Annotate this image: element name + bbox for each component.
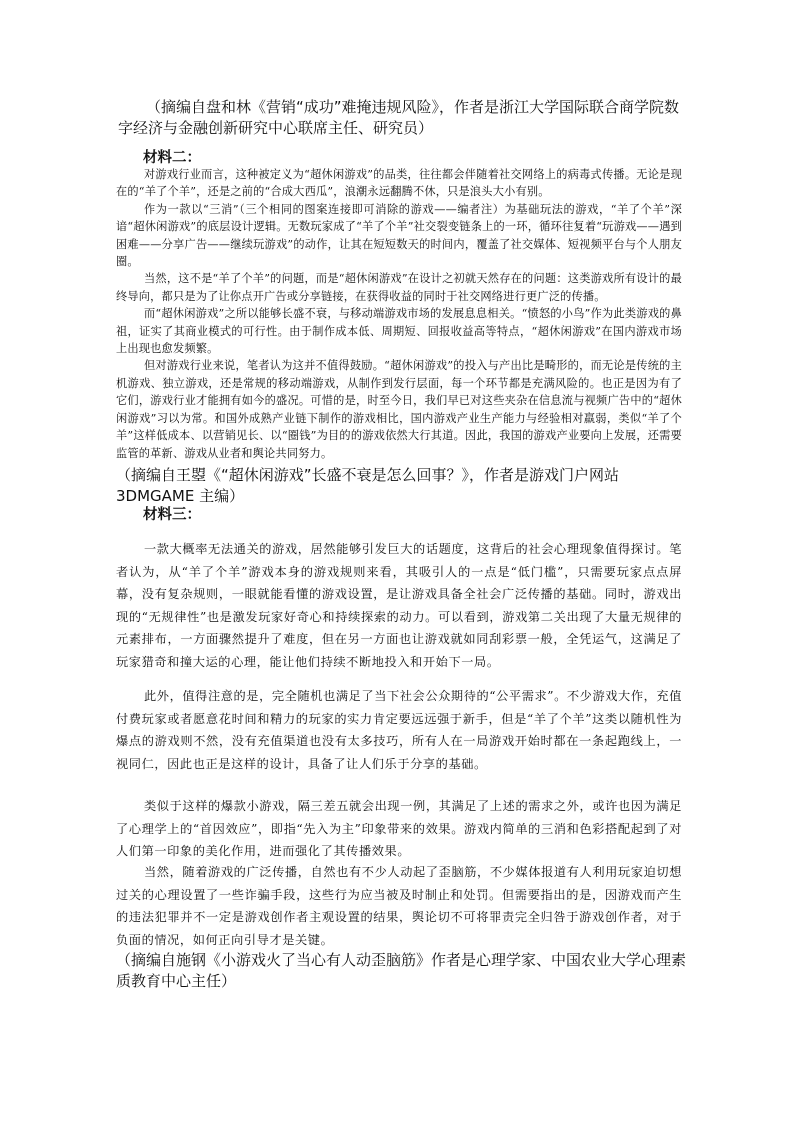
- source-note-3: （摘编自施钢《小游戏火了当心有人动歪脑筋》作者是心理学家、中国农业大学心理素质教育中心主任）: [116, 951, 687, 990]
- source-note-2: （摘编自王曌《“超休闲游戏”长盛不衰是怎么回事？》，作者是游戏门户网站 3DMGAME 主编）: [116, 466, 620, 505]
- material-2-paragraph: 而“超休闲游戏”之所以能够长盛不衰，与移动端游戏市场的发展息息相关。“愤怒的小鸟”作为此类游戏的鼻祖，证实了其商业模式的可行性。由于制作成本低、周期短、回报收益高等特点，“超休闲游戏”在国内游戏市场上出现也愈发频繁。: [116, 307, 682, 356]
- material-3-paragraph: 类似于这样的爆款小游戏，隔三差五就会出现一例，其满足了上述的需求之外，或许也因为满足了心理学上的“首因效应”，即指“先入为主”印象带来的效果。游戏内简单的三消和色彩搭配起到了对人们第一印象的美化作用，进而强化了其传播效果。: [116, 799, 682, 859]
- material-3-paragraph: 当然，随着游戏的广泛传播，自然也有不少人动起了歪脑筋，不少媒体报道有人利用玩家迫切想过关的心理设置了一些诈骗手段，这些行为应当被及时制止和处罚。但需要指出的是，因游戏而产生的违法犯罪并不一定是游戏创作者主观设置的结果，舆论切不可将罪责完全归咎于游戏创作者，对于负面的情况，如何正向引导才是关键。: [116, 865, 682, 947]
- material-2-paragraph: 但对游戏行业来说，笔者认为这并不值得鼓励。“超休闲游戏”的投入与产出比是畸形的，而无论是传统的主机游戏、独立游戏，还是常规的移动端游戏，从制作到发行层面，每一个环节都是充满风险的。也正是因为有了它们，游戏行业才能拥有如今的盛况。可惜的是，时至今日，我们早已对这些夹杂在信息流与视频广告中的“超休闲游戏”习以为常。和国外成熟产业链下制作的游戏相比，国内游戏产业生产能力与经验相对羸弱，类似“羊了个羊”这样低成本、以营销见长、以“圈钱”为目的的游戏依然大行其道。因此，我国的游戏产业要向上发展，还需要监管的革新、游戏从业者和舆论共同努力。: [116, 359, 682, 460]
- material-3-paragraph: 此外，值得注意的是，完全随机也满足了当下社会公众期待的“公平需求”。不少游戏大作，充值付费玩家或者愿意花时间和精力的玩家的实力肯定要远远强于新手，但是“羊了个羊”这类以随机性为爆点的游戏则不然，没有充值渠道也没有太多技巧，所有人在一局游戏开始时都在一条起跑线上，一视同仁，因此也正是这样的设计，具备了让人们乐于分享的基础。: [116, 689, 682, 771]
- material-2-heading: 材料二：: [143, 150, 201, 166]
- source-note-1: （摘编自盘和林《营销“成功”难掩违规风险》，作者是浙江大学国际联合商学院数字经济与金融创新研究中心联席主任、研究员）: [118, 98, 680, 137]
- material-3-heading: 材料三：: [143, 507, 201, 523]
- material-2-paragraph: 当然，这不是“羊了个羊”的问题，而是“超休闲游戏”在设计之初就天然存在的问题：这类游戏所有设计的最终导向，都只是为了让你点开广告或分享链接，在获得收益的同时于社交网络进行更广泛的传播。: [116, 272, 682, 303]
- material-2-paragraph: 作为一款以“三消”（三个相同的图案连接即可消除的游戏——编者注）为基础玩法的游戏，“羊了个羊”深谙“超休闲游戏”的底层设计逻辑。无数玩家成了“羊了个羊”社交裂变链条上的一环，循环往复着“玩游戏——遇到困难——分享广告——继续玩游戏”的动作，让其在短短数天的时间内，覆盖了社交媒体、短视频平台与个人朋友圈。: [116, 202, 682, 269]
- material-2-paragraph: 对游戏行业而言，这种被定义为“超休闲游戏”的品类，往往都会伴随着社交网络上的病毒式传播。无论是现在的“羊了个羊”，还是之前的“合成大西瓜”，浪潮永远翻腾不休，只是浪头大小有别。: [116, 168, 682, 199]
- material-2-body: [116, 166, 682, 462]
- material-3-paragraph: 一款大概率无法通关的游戏，居然能够引发巨大的话题度，这背后的社会心理现象值得探讨。笔者认为，从“羊了个羊”游戏本身的游戏规则来看，其吸引人的一点是“低门槛”，只需要玩家点点屏幕，没有复杂规则，一眼就能看懂的游戏设置，是让游戏具备全社会广泛传播的基础。同时，游戏出现的“无规律性”也是激发玩家好奇心和持续探索的动力。可以看到，游戏第二关出现了大量无规律的元素排布，一方面骤然提升了难度，但在另一方面也让游戏就如同刮彩票一般，全凭运气，这满足了玩家猎奇和撞大运的心理，能让他们持续不断地投入和开始下一局。: [116, 542, 682, 669]
